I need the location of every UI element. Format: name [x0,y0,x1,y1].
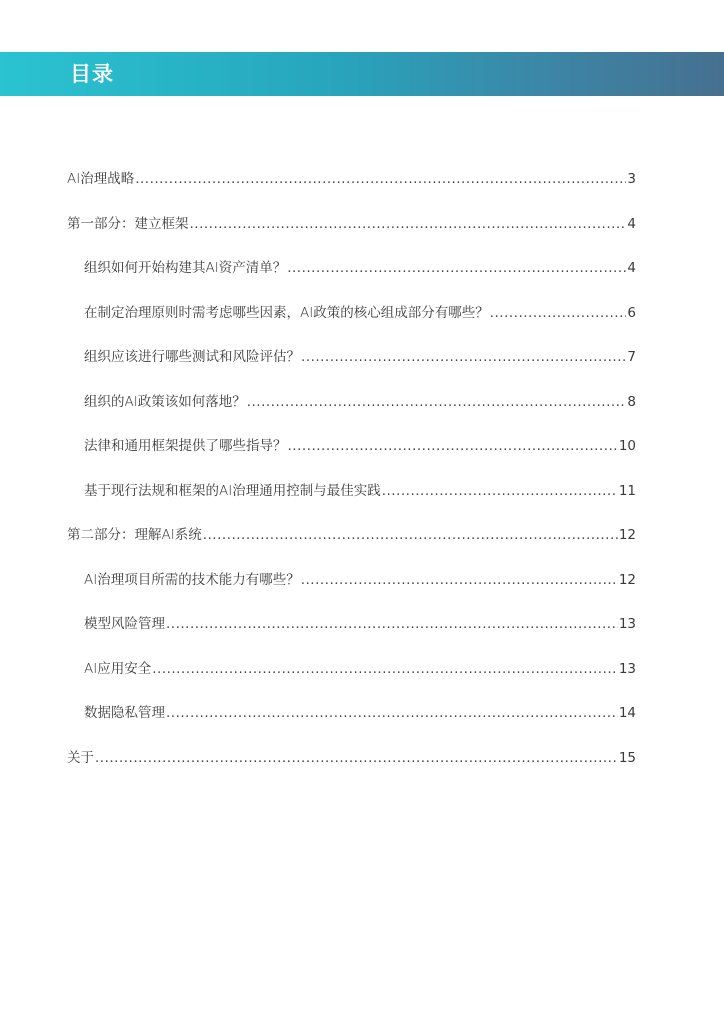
toc-entry-label: 基于现行法规和框架的AI治理通用控制与最佳实践 [84,482,381,499]
toc-entry-label: AI应用安全 [84,660,152,677]
toc-entry-page: 8 [627,393,636,410]
toc-entry-page: 4 [627,260,636,276]
dot-leader [95,750,618,766]
toc-entry-label: 组织如何开始构建其AI资产清单？ [84,260,287,276]
toc-entry-label: 组织的AI政策该如何落地？ [84,393,246,410]
toc-subentry[interactable] [67,657,636,702]
toc-subentry[interactable] [67,434,636,479]
dot-leader [287,260,626,276]
toc-subentry[interactable] [67,256,636,301]
toc-entry-label: 数据隐私管理 [84,705,165,721]
toc-entry[interactable] [67,167,636,212]
dot-leader [135,171,626,187]
toc-entry-label: AI治理战略 [67,171,135,187]
toc-subentry[interactable] [67,301,636,346]
toc-entry-page: 15 [618,749,636,766]
page-title: 目录 [70,62,114,86]
toc-entry-label: 关于 [67,749,94,766]
dot-leader [166,616,618,632]
dot-leader [203,527,618,543]
toc-subentry[interactable] [67,701,636,746]
toc-entry-label: AI治理项目所需的技术能力有哪些？ [84,571,300,588]
dot-leader [190,216,627,232]
toc-entry-page: 10 [618,438,636,454]
toc-entry-label: 第一部分：建立框架 [67,215,189,232]
dot-leader [247,394,627,410]
dot-leader [301,349,626,365]
dot-leader [382,483,618,499]
toc-entry-label: 在制定治理原则时需考虑哪些因素，AI政策的核心组成部分有哪些？ [84,304,489,321]
table-of-contents [67,167,636,790]
toc-entry-page: 12 [618,527,636,543]
toc-entry-page: 14 [618,705,636,721]
dot-leader [288,438,618,454]
toc-entry-page: 12 [618,571,636,588]
toc-subentry[interactable] [67,568,636,613]
toc-entry-page: 11 [618,482,636,499]
toc-subentry[interactable] [67,612,636,657]
toc-subentry[interactable] [67,479,636,524]
toc-subentry[interactable] [67,390,636,435]
dot-leader [301,572,618,588]
toc-entry-label: 模型风险管理 [84,616,165,632]
toc-entry-label: 组织应该进行哪些测试和风险评估？ [84,349,300,365]
toc-subentry[interactable] [67,345,636,390]
toc-entry-label: 法律和通用框架提供了哪些指导？ [84,438,287,454]
toc-entry-page: 7 [627,349,636,365]
dot-leader [166,705,618,721]
header-band [0,52,724,96]
toc-entry-label: 第二部分：理解AI系统 [67,527,202,543]
toc-entry[interactable] [67,212,636,257]
toc-entry-page: 13 [618,660,636,677]
toc-entry-page: 13 [618,616,636,632]
toc-entry-page: 6 [627,304,636,321]
toc-entry[interactable] [67,523,636,568]
dot-leader [152,661,618,677]
toc-entry-page: 4 [627,215,636,232]
toc-entry-page: 3 [627,171,636,187]
dot-leader [490,305,627,321]
toc-entry[interactable] [67,746,636,791]
